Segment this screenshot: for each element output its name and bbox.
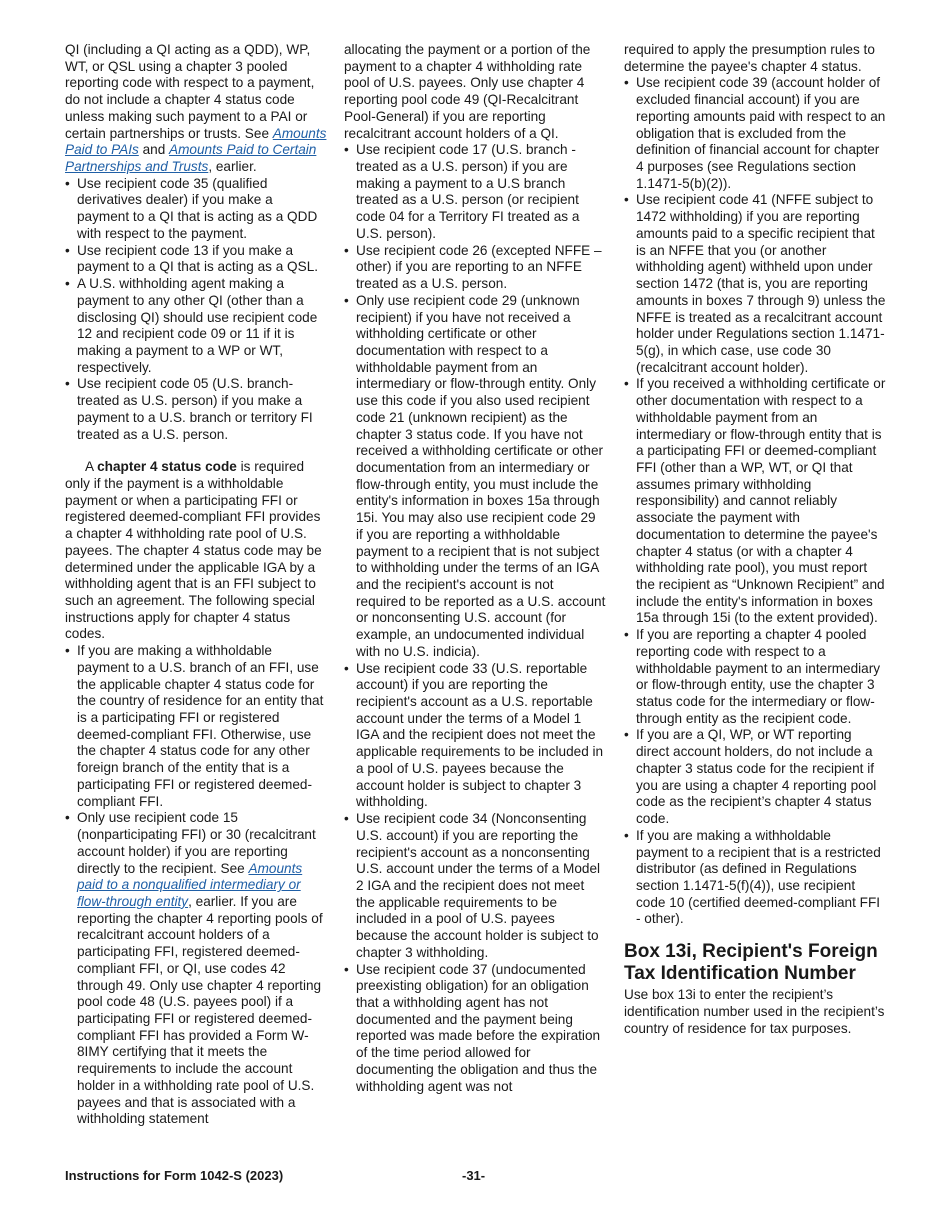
bullet-item: • A U.S. withholding agent making a payment to any other QI (other than a disclosing QI) should use recipient code 12 and recipient code 09 or 11 if it is making a payment to a WP or WT, respectively.: [65, 276, 327, 376]
column-middle: [344, 42, 606, 1095]
bullet-item: • If you received a withholding certificate or other documentation with respect to a withholdable payment from an intermediary or flow-through entity that is a participating FFI or deemed-compliant FFI (other than a WP, WT, or QI that assumes primary withholding responsibility) and cannot reliably associate the payment with documentation to determine the payee's chapter 4 status (or with a chapter 4 withholding rate pool), you must report the recipient as “Unknown Recipient” and include the entity's information in boxes 15a through 15i (to the extent provided).: [624, 376, 886, 627]
bullet-item: • Use recipient code 34 (Nonconsenting U.S. account) if you are reporting the recipient's account as a nonconsenting U.S. account under the terms of a Model 2 IGA and the recipient does not meet the applicable requirements to be included in a pool of U.S. payees because the account holder is subject to chapter 3 withholding.: [344, 811, 606, 961]
bullet-item: • Use recipient code 17 (U.S. branch - treated as a U.S. person) if you are making a payment to a U.S branch treated as a U.S. person (or recipient code 04 for a Territory FI treated as a U.S. person).: [344, 142, 606, 242]
section-heading: Box 13i, Recipient's Foreign Tax Identification Number: [624, 941, 878, 984]
bullet-item: • If you are a QI, WP, or WT reporting direct account holders, do not include a chapter 3 status code for the recipient if you are using a chapter 4 reporting pool code as the recipient’s chapter 4 status code.: [624, 727, 886, 827]
link-amounts-paid-to-partnerships-trusts[interactable]: Amounts Paid to Certain Partnerships and Trusts: [65, 142, 317, 175]
bullet-item: • Use recipient code 41 (NFFE subject to 1472 withholding) if you are reporting amounts paid to a specific recipient that is an NFFE that you (or another withholding agent) withheld upon under section 1472 (that is, you are reporting amounts in boxes 7 through 9) unless the NFFE is treated as a recalcitrant account holder under Regulations section 1.1471-5(g), in which case, use code 30 (recalcitrant account holder).: [624, 192, 886, 376]
bullet-item: • If you are making a withholdable payment to a recipient that is a restricted distributor (as defined in Regulations section 1.1471-5(f)(4)), use recipient code 10 (certified deemed-compliant FFI - other).: [624, 828, 886, 928]
bullet-item: • If you are reporting a chapter 4 pooled reporting code with respect to a withholdable payment to an intermediary or flow-through entity, use the chapter 3 status code for the intermediary or flow-through entity as the recipient code.: [624, 627, 886, 727]
bullet-item: • Only use recipient code 15 (nonparticipating FFI) or 30 (recalcitrant account holder) if you are reporting directly to the recipient. See Amounts paid to a nonqualified intermediary or flow-through entity, earlier. If you are reporting the chapter 4 reporting pools of recalcitrant account holders of a participating FFI, registered deemed-compliant FFI, or QI, use codes 42 through 49. Only use chapter 4 reporting pool code 48 (U.S. payees pool) if a participating FFI or registered deemed-compliant FFI has provided a Form W-8IMY certifying that it meets the requirements to include the account holder in a withholding rate pool of U.S. payees and that is associated with a withholding statement: [65, 810, 327, 1128]
footer-form-title: Instructions for Form 1042-S (2023): [65, 1168, 284, 1183]
link-amounts-paid-nonqualified-intermediary[interactable]: Amounts paid to a nonqualified intermediary or flow-through entity: [77, 860, 303, 909]
bullet-item: • If you are making a withholdable payment to a U.S. branch of an FFI, use the applicable chapter 4 status code for the country of residence for an entity that is a participating FFI or registered deemed-compliant FFI. Otherwise, use the chapter 4 status code for any other foreign branch of the entity that is a participating FFI or registered deemed-compliant FFI.: [65, 643, 327, 810]
bullet-item: • Use recipient code 05 (U.S. branch-treated as U.S. person) if you make a payment to a U.S. branch or territory FI treated as a U.S. person.: [65, 376, 327, 443]
bullet-item: • Use recipient code 33 (U.S. reportable account) if you are reporting the recipient's account as a U.S. reportable account under the terms of a Model 1 IGA and the recipient does not meet the applicable requirements to be included in a pool of U.S. payees because the account holder is subject to chapter 3 withholding.: [344, 661, 606, 811]
bullet-item: • Use recipient code 39 (account holder of excluded financial account) if you are reporting amounts paid with respect to an obligation that is excluded from the definition of financial account for chapter 4 purposes (see Regulations section 1.1471-5(b)(2)).: [624, 75, 886, 192]
paragraph: Use box 13i to enter the recipient’s identification number used in the recipient’s country of residence for tax purposes.: [624, 987, 885, 1036]
column-left: [65, 42, 327, 1128]
link-amounts-paid-to-pais[interactable]: Amounts Paid to PAIs: [65, 125, 327, 158]
bold-term: chapter 4 status code: [97, 459, 237, 475]
bullet-item: • Use recipient code 13 if you make a payment to a QI that is acting as a QSL.: [65, 243, 327, 276]
paragraph: allocating the payment or a portion of the payment to a chapter 4 withholding rate pool of U.S. payees. Only use chapter 4 reporting pool code 49 (QI-Recalcitrant Pool-General) if you are reporting recalcitrant account holders of a QI.: [344, 42, 591, 141]
bullet-item: • Only use recipient code 29 (unknown recipient) if you have not received a withholding certificate or other documentation with respect to a withholdable payment from an intermediary or flow-through entity. Only use this code if you also used recipient code 21 (unknown recipient) as the chapter 3 status code. If you have not received a withholding certificate or other documentation from an intermediary or flow-through entity, you must include the entity's information in boxes 15a through 15i. You may also use recipient code 29 if you are reporting a withholdable payment to a recipient that is not subject to withholding under the terms of an IGA and the recipient's account is not required to be reported as a U.S. account or nonconsenting U.S. account (for example, an undocumented individual with no U.S. indicia).: [344, 293, 606, 661]
paragraph: required to apply the presumption rules to determine the payee's chapter 4 status.: [624, 42, 875, 74]
bullet-item: • Use recipient code 26 (excepted NFFE – other) if you are reporting to an NFFE treated as a U.S. person.: [344, 243, 606, 293]
column-right: [624, 42, 886, 1037]
paragraph: A chapter 4 status code is required only if the payment is a withholdable payment or when a participating FFI or registered deemed-compliant FFI provides a chapter 4 withholding rate pool of U.S. payees. The chapter 4 status code may be determined under the applicable IGA by a withholding agent that is an FFI subject to such an agreement. The following special instructions apply for chapter 4 status codes.: [65, 459, 322, 642]
bullet-item: • Use recipient code 35 (qualified derivatives dealer) if you make a payment to a QI that is acting as a QDD with respect to the payment.: [65, 176, 327, 243]
bullet-item: • Use recipient code 37 (undocumented preexisting obligation) for an obligation that a withholding agent has not documented and the payment being reported was made before the expiration of the time period allowed for documenting the obligation and thus the withholding agent was not: [344, 962, 606, 1096]
page-number: -31-: [462, 1168, 486, 1183]
paragraph: QI (including a QI acting as a QDD), WP, WT, or QSL using a chapter 3 pooled reporting code with respect to a payment, do not include a chapter 4 status code unless making such payment to a PAI or certain partnerships or trusts. See Amounts Paid to PAIs and Amounts Paid to Certain Partnerships and Trusts, earlier.: [65, 42, 327, 175]
